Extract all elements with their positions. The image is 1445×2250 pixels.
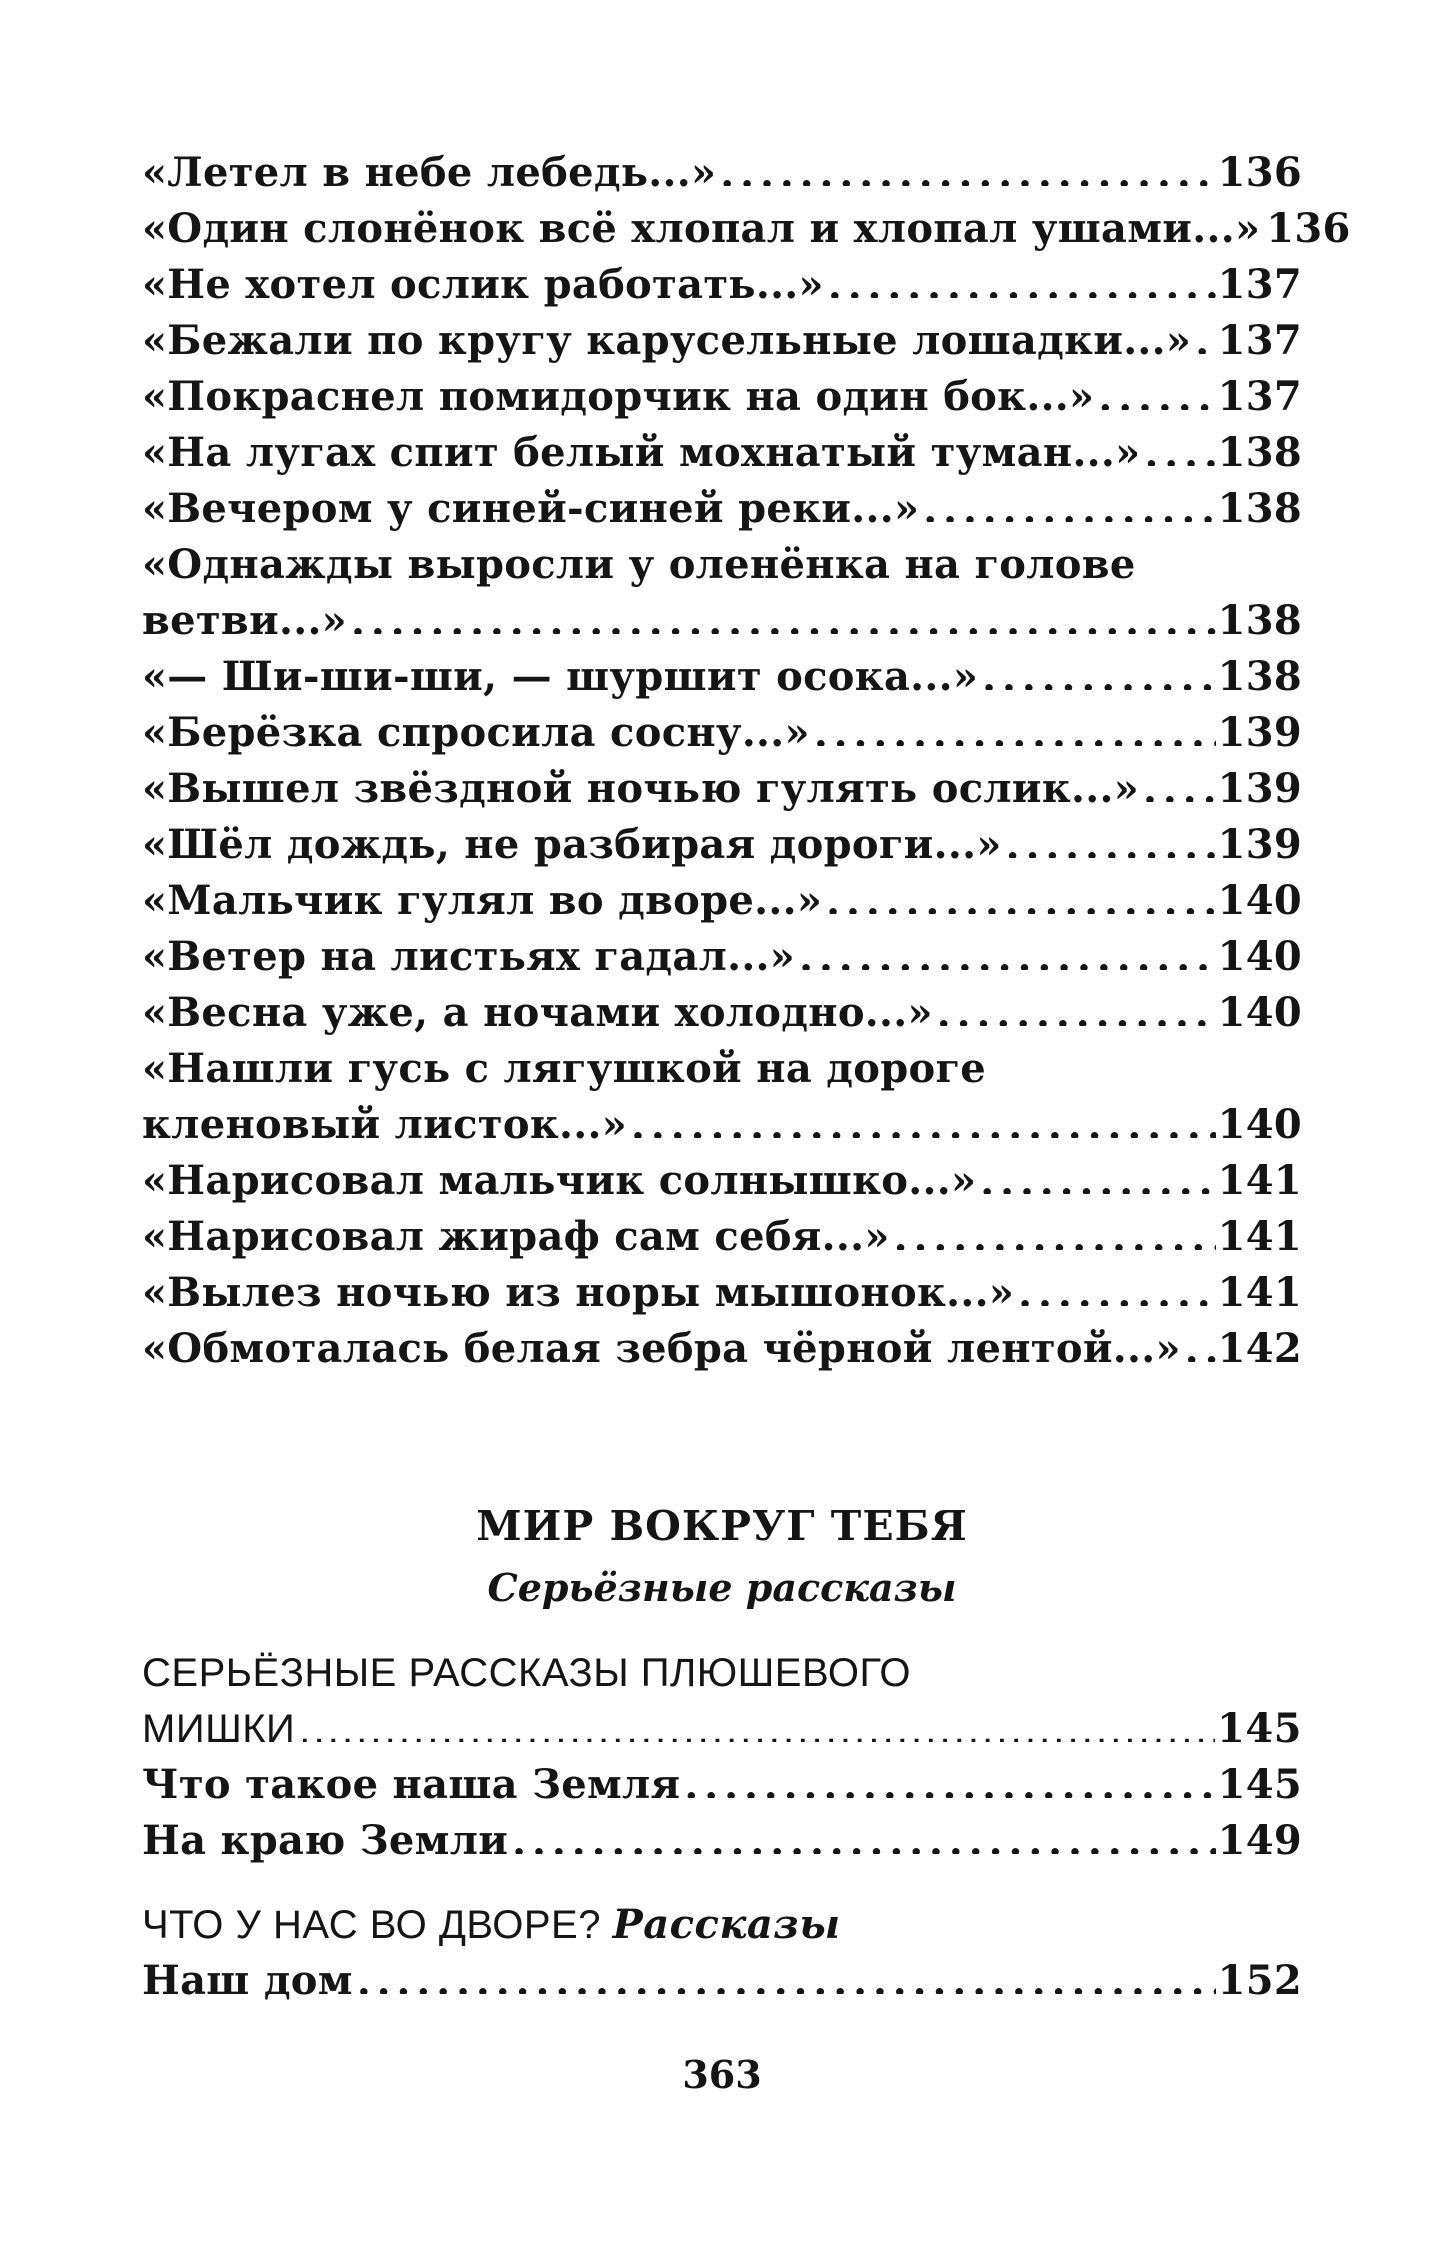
toc-entry-page: 138 (1216, 649, 1302, 705)
toc-entry-page: 137 (1216, 257, 1302, 313)
toc-entry-page: 139 (1216, 705, 1302, 761)
toc-entry-page: 141 (1216, 1209, 1302, 1265)
toc-entry (142, 481, 1302, 537)
dot-leader (684, 1758, 1215, 1798)
toc-entry-title: «Мальчик гулял во дворе...» (142, 873, 826, 929)
toc-entry (142, 761, 1302, 817)
toc-entry (142, 1265, 1302, 1321)
toc-entry-title: «— Ши-ши-ши, — шуршит осока...» (142, 649, 982, 705)
toc-entry-title: «Весна уже, а ночами холодно...» (142, 985, 937, 1041)
dot-leader (799, 930, 1216, 970)
toc-entry-title: На краю Земли (142, 1813, 512, 1869)
toc-entry-page: 149 (1216, 1813, 1302, 1869)
toc-groups (142, 1645, 1302, 2009)
dot-leader (1098, 370, 1215, 410)
toc-entry-title: ветви...» (142, 593, 351, 649)
group-heading-page: 145 (1215, 1701, 1302, 1757)
toc-entry (142, 145, 1302, 201)
group-heading-title: МИШКИ (142, 1701, 299, 1757)
page-number: 363 (682, 2052, 762, 2097)
toc-entry (142, 1757, 1302, 1813)
toc-entry-title: «Шёл дождь, не разбирая дороги...» (142, 817, 1006, 873)
toc-entry-page: 138 (1216, 425, 1302, 481)
toc-entry (142, 705, 1302, 761)
group-heading-title: ЧТО У НАС ВО ДВОРЕ? (142, 1903, 601, 1947)
toc-entry-title: «Покраснел помидорчик на один бок...» (142, 369, 1098, 425)
toc-entry (142, 1813, 1302, 1869)
group-spacer (142, 1869, 1302, 1897)
toc-entry-page: 137 (1216, 313, 1302, 369)
toc-entry (142, 1153, 1302, 1209)
toc-entry (142, 1953, 1302, 2009)
toc-entry-page: 138 (1216, 593, 1302, 649)
toc-entry (142, 1321, 1302, 1377)
section-title: МИР ВОКРУГ ТЕБЯ (476, 1502, 968, 1550)
group-heading (142, 1897, 1302, 1953)
toc-entry (142, 537, 1302, 649)
group-heading-line1: СЕРЬЁЗНЫЕ РАССКАЗЫ ПЛЮШЕВОГО (142, 1651, 911, 1695)
toc-entry (142, 817, 1302, 873)
toc-entry (142, 985, 1302, 1041)
toc-entry (142, 873, 1302, 929)
section-subtitle: Серьёзные рассказы (487, 1565, 957, 1610)
toc-entry-title: кленовый листок...» (142, 1097, 631, 1153)
group-heading (142, 1645, 1302, 1757)
dot-leader (982, 650, 1215, 690)
toc-entry-page: 140 (1216, 1097, 1302, 1153)
toc-entry-title: «На лугах спит белый мохнатый туман...» (142, 425, 1144, 481)
toc-entry-page: 140 (1216, 873, 1302, 929)
dot-leader (351, 594, 1216, 634)
dot-leader (357, 1954, 1216, 1994)
dot-leader (814, 706, 1216, 746)
toc-entry-page: 145 (1216, 1757, 1302, 1813)
toc-entry-title: «Вылез ночью из норы мышонок...» (142, 1265, 1018, 1321)
toc-entry-page: 140 (1216, 985, 1302, 1041)
toc-entry-page: 141 (1216, 1265, 1302, 1321)
toc-entry-page: 138 (1216, 481, 1302, 537)
dot-leader (937, 986, 1216, 1026)
toc-entry-title: «Летел в небе лебедь...» (142, 145, 720, 201)
dot-leader (826, 874, 1215, 914)
dot-leader (1185, 1322, 1216, 1362)
toc-entry-title: «Бежали по кругу карусельные лошадки...» (142, 313, 1195, 369)
dot-leader (720, 146, 1215, 186)
toc-entry (142, 201, 1351, 257)
dot-leader (1018, 1266, 1215, 1306)
toc-entry-page: 137 (1216, 369, 1302, 425)
dot-leader (1195, 314, 1215, 354)
toc-entry-page: 136 (1264, 201, 1350, 257)
toc-entry-page: 142 (1216, 1321, 1302, 1377)
toc-entry-title: «Вышел звёздной ночью гулять ослик...» (142, 761, 1143, 817)
toc-entry (142, 1041, 1302, 1153)
toc-entry (142, 1209, 1302, 1265)
toc-entry-title: «Вечером у синей-синей реки...» (142, 481, 923, 537)
dot-leader (1143, 762, 1216, 802)
dot-leader (299, 1702, 1215, 1742)
toc-entry-title: «Нарисовал жираф сам себя...» (142, 1209, 894, 1265)
toc-entry-page: 141 (1216, 1153, 1302, 1209)
toc-entry (142, 649, 1302, 705)
toc-entry-title: Наш дом (142, 1953, 357, 2009)
toc-entry (142, 369, 1302, 425)
toc-entry (142, 313, 1302, 369)
toc-list (142, 145, 1351, 1377)
toc-entry-title: «Обмоталась белая зебра чёрной лентой...» (142, 1321, 1185, 1377)
toc-entry-page: 152 (1216, 1953, 1302, 2009)
toc-entry-title: «Один слонёнок всё хлопал и хлопал ушами...» (142, 201, 1264, 257)
toc-entry-title: «Нарисовал мальчик солнышко...» (142, 1153, 980, 1209)
dot-leader (512, 1814, 1215, 1854)
toc-entry (142, 425, 1302, 481)
dot-leader (631, 1098, 1216, 1138)
toc-entry-title-line1: «Нашли гусь с лягушкой на дороге (142, 1045, 987, 1092)
toc-entry-title-line1: «Однажды выросли у оленёнка на голове (142, 541, 1136, 588)
dot-leader (1006, 818, 1216, 858)
dot-leader (1144, 426, 1215, 466)
toc-entry-title: «Ветер на листьях гадал...» (142, 929, 799, 985)
toc-entry-page: 136 (1216, 145, 1302, 201)
toc-entry (142, 257, 1302, 313)
toc-entry-title: Что такое наша Земля (142, 1757, 684, 1813)
dot-leader (894, 1210, 1216, 1250)
toc-entry-page: 140 (1216, 929, 1302, 985)
dot-leader (923, 482, 1215, 522)
toc-entry-title: «Не хотел ослик работать...» (142, 257, 828, 313)
dot-leader (980, 1154, 1215, 1194)
toc-entry-page: 139 (1216, 761, 1302, 817)
toc-entry-page: 139 (1216, 817, 1302, 873)
toc-entry-title: «Берёзка спросила сосну...» (142, 705, 814, 761)
toc-entry (142, 929, 1302, 985)
group-heading-italic: Рассказы (612, 1901, 841, 1948)
dot-leader (828, 258, 1216, 298)
